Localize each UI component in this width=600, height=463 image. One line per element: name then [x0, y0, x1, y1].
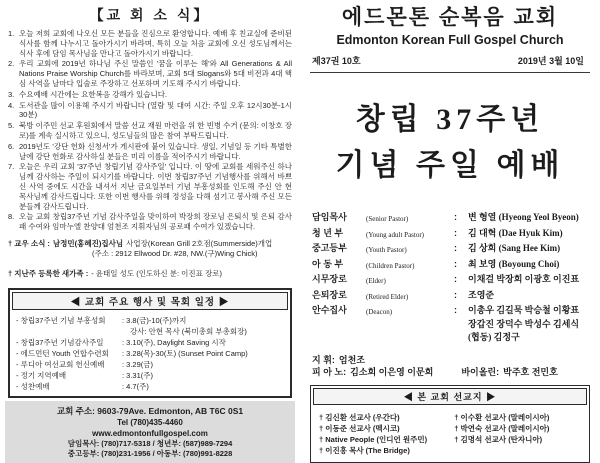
schedule-speaker: 강사: 안현 목사 (북미총회 부총회장)	[130, 326, 247, 336]
staff-role-en: (Youth Pastor)	[366, 246, 407, 254]
announcement-text: 우리 교회에 2019년 하나님 주신 말씀인 '꿈을 이루는 해'와 All Generations & All Nations Praise Worship Church를 바라보며, 교회 5대 Slogans와 5대 비전과 4대 핵심 사역을 날마다 입술로 주장하고 선포하며 기도해 주시기 바랍니다.	[19, 59, 292, 88]
member-news-address: (주소 : 2912 Ellwood Dr. #28, NW.(구)Wing Chick)	[92, 248, 258, 258]
staff-colon: :	[454, 274, 457, 284]
missionary-item: † Native People (인디언 원주민)	[319, 434, 428, 444]
announcement-number: 4.	[8, 100, 15, 110]
new-family-text: - 윤태일 성도 (인도하신 분: 이진표 장로)	[91, 268, 222, 278]
schedule-row	[16, 381, 285, 392]
staff-role: 중고등부	[312, 243, 347, 253]
schedule-date: : 3.8(금)-10(주)까지	[122, 315, 187, 325]
missionary-box	[310, 385, 590, 463]
staff-names	[468, 304, 588, 345]
staff-row	[312, 211, 588, 227]
staff-row	[312, 258, 588, 274]
announcement-number: 3.	[8, 89, 15, 99]
schedule-row	[16, 337, 285, 348]
announcement-number: 2.	[8, 59, 15, 69]
staff-name: 조영준	[468, 289, 495, 300]
staff-role: 은퇴장로	[312, 289, 347, 300]
staff-name: (협동) 김정구	[468, 332, 520, 342]
issue-date-row	[312, 54, 584, 67]
schedule-date: : 3.29(금)	[122, 359, 154, 369]
staff-colon: :	[454, 212, 457, 222]
violin-label: 바이올린:	[461, 366, 500, 377]
announcement-item	[8, 212, 292, 232]
missionary-item: † 이동준 선교사 (멕시코)	[319, 423, 400, 433]
announcement-text: 도서관을 많이 이용해 주시기 바랍니다 (열람 및 대여 시간: 주일 오후 12시30분-1시30분)	[19, 100, 292, 120]
staff-role-en: (Retired Elder)	[366, 292, 409, 301]
schedule-date: : 3.10(주), Daylight Saving 시작	[122, 337, 226, 347]
issue-number: 제37권 10호	[312, 56, 361, 66]
announcement-text: 오늘은 우리 교회 '37주년 창립기념 감사주일' 입니다. 이 땅에 교회를 세워주신 하나님께 감사하는 주일이 되시기를 바랍니다. 이번 창립37주년 기념행사를 위해서 바쁘신 사역 중에도 시간을 내셔서 지난 금요일부터 기념 부흥성회를 인도해 주신 안 현 목사님께 감사드립니다. 또한 이번 행사를 위해 정성을 다해 섬기고 봉사해 주신 모든 분들께 감사드립니다.	[19, 162, 292, 211]
new-family-label: † 지난주 등록한 새가족 :	[8, 268, 89, 278]
music-gap	[433, 366, 461, 378]
staff-role: 아 동 부	[312, 258, 344, 269]
announcement-text: 오늘 저희 교회에 나오신 모든 분들을 진심으로 환영합니다. 예배 후 친교실에 준비된 식사를 함께 나누시고 돌아가시기 바라며, 특히 오늘 처음 교회에 오신 성도님께서는 식사 후에 담임 목사님을 만나고 돌아가시기 바랍니다.	[19, 29, 292, 58]
department-phones-line1: 담임목사: (780)717-5318 / 청년부: (587)989-7294	[67, 438, 233, 448]
staff-row	[312, 227, 588, 243]
member-news-text: 사업장(Korean Grill 2호점(Summerside)개업	[126, 238, 273, 248]
staff-row	[312, 289, 588, 305]
announcement-number: 5.	[8, 121, 15, 131]
church-news-title: 【교 회 소 식】	[89, 7, 211, 23]
right-page	[300, 0, 600, 463]
schedule-event: - 정기 지역예배	[16, 370, 67, 380]
schedule-date: : 3.28(목)-30(토) (Sunset Point Camp)	[122, 348, 248, 358]
announcement-item	[8, 101, 292, 121]
conductor-row	[312, 354, 588, 366]
announcement-item	[8, 29, 292, 58]
schedule-row	[16, 348, 285, 359]
staff-name: 변 형열 (Hyeong Yeol Byeon)	[468, 212, 579, 222]
staff-name: 이총우 김길묵 박승철 이황표	[468, 305, 580, 315]
header-divider	[310, 72, 590, 73]
staff-name: 이채걸 박장희 이광호 이진표	[468, 274, 580, 284]
schedule-row	[16, 370, 285, 381]
schedule-event: - 창립37주년 기념 부흥성회	[16, 315, 106, 325]
staff-colon: :	[454, 258, 457, 269]
missionary-item: † 이수환 선교사 (말레이시아)	[454, 412, 550, 422]
conductor-label: 지 휘:	[312, 354, 335, 365]
staff-colon: :	[454, 243, 457, 253]
service-title-line1: 창립 37주년	[355, 103, 545, 136]
church-website: www.edmontonfullgospel.com	[92, 428, 208, 438]
staff-row	[312, 273, 588, 289]
church-phone: Tel (780)435-4460	[117, 417, 183, 427]
schedule-date: : 3.31(주)	[122, 370, 154, 380]
piano-violin-row	[312, 366, 588, 378]
announcement-list	[8, 29, 292, 232]
missionary-item: † 김명석 선교사 (탄자니아)	[454, 434, 543, 444]
department-phones-line2: 중고등부: (780)231-1956 / 아동부: (780)991-8228	[67, 449, 233, 459]
staff-role: 시무장로	[312, 274, 347, 284]
staff-role-en: (Elder)	[366, 277, 386, 285]
staff-role-en: (Young adult Pastor)	[366, 230, 425, 239]
church-name-korean: 에드몬톤 순복음 교회	[341, 6, 559, 29]
schedule-row	[16, 359, 285, 370]
announcement-item	[8, 59, 292, 88]
announcement-item	[8, 162, 292, 211]
announcement-number: 8.	[8, 212, 15, 222]
announcement-number: 7.	[8, 162, 15, 172]
schedule-event: - 성찬예배	[16, 381, 50, 391]
contact-footer	[5, 401, 295, 463]
staff-role-en: (Children Pastor)	[366, 261, 415, 270]
missionary-item: † 이진흥 목사 (The Bridge)	[319, 445, 410, 455]
new-family	[8, 268, 292, 279]
announcement-item	[8, 90, 292, 100]
staff-colon: :	[454, 305, 457, 315]
announcement-item	[8, 121, 292, 141]
member-news	[8, 239, 292, 259]
church-name-english: Edmonton Korean Full Gospel Church	[336, 33, 564, 47]
staff-name: 최 보영 (Boyoung Choi)	[468, 258, 560, 269]
missionary-list	[311, 407, 589, 462]
staff-role: 담임목사	[312, 212, 347, 222]
staff-colon: :	[454, 289, 457, 300]
music-staff	[310, 354, 590, 378]
staff-row	[312, 242, 588, 258]
piano-names: 김소희 이은영 이문희	[350, 366, 434, 377]
schedule-body	[10, 312, 290, 396]
announcement-number: 1.	[8, 29, 15, 38]
schedule-event: - 창립37주년 기념감사주일	[16, 337, 104, 347]
service-title-line2: 기념 주일 예배	[335, 149, 565, 182]
staff-name: 김 대혁 (Dae Hyuk Kim)	[468, 227, 563, 238]
staff-name: 김 상희 (Sang Hee Kim)	[468, 243, 561, 253]
member-news-label: † 교우 소식 :	[8, 238, 50, 248]
announcement-item	[8, 142, 292, 162]
announcement-number: 6.	[8, 141, 15, 151]
member-news-line	[8, 239, 292, 249]
piano-label: 피 아 노:	[312, 366, 347, 377]
staff-colon: :	[454, 227, 457, 238]
schedule-row	[16, 315, 285, 326]
missionary-title: ◀ 본 교회 선교지 ▶	[313, 388, 587, 405]
bulletin-date: 2019년 3월 10일	[517, 56, 584, 66]
missionary-item: † 박연숙 선교사 (말레이시아)	[454, 423, 550, 433]
schedule-event: - 루디아 여선교회 헌신예배	[16, 359, 105, 369]
staff-role: 청 년 부	[312, 227, 344, 238]
staff-name: 장갑진 장덕수 박성수 김세식	[468, 318, 580, 329]
schedule-date: : 4.7(주)	[122, 381, 149, 391]
staff-role-en: (Senior Pastor)	[366, 215, 409, 223]
violin-names: 박주호 전민호	[503, 366, 558, 377]
staff-row	[312, 304, 588, 345]
member-news-name: 남정민(홍혜진)집사님	[52, 238, 124, 248]
schedule-table	[8, 288, 292, 398]
announcement-text: 오늘 교회 창립37주년 기념 감사주일을 맞이하여 박장희 장로님 은퇴식 및 은퇴 감사패 수여와 임마누엘 찬양대 엄천조 지휘자님의 공로패 수여가 있겠습니다.	[19, 212, 292, 232]
staff-role: 안수집사	[312, 305, 347, 315]
schedule-event: - 에드먼턴 Youth 연합수련회	[16, 348, 109, 358]
staff-role-en: (Deacon)	[366, 308, 393, 316]
service-title	[310, 97, 590, 189]
missionary-item	[454, 445, 585, 456]
announcement-text: 2019년도 '강단 헌화 신청서'가 게시판에 붙어 있습니다. 생일, 기념일 등 기타 특별한 날에 강단 헌화로 감사하실 분들은 미리 이름을 적어주시기 바랍니다.	[19, 141, 292, 161]
schedule-title: ◀ 교회 주요 행사 및 목회 일정 ▶	[12, 292, 288, 310]
announcement-text: 북방 이주민 선교 후원회에서 말씀 선교 재원 마련을 위 한 빈병 수거 (문의: 이창호 장로)를 계속 실시하고 있으니, 성도님들의 많은 참여 부탁드립니다.	[19, 121, 292, 140]
staff-list	[310, 211, 590, 345]
conductor-name: 엄천조	[338, 354, 365, 365]
announcement-text: 수요예배 시간에는 요한복음 강해가 있습니다.	[19, 89, 168, 99]
church-address: 교회 주소: 9603-79Ave. Edmonton, AB T6C 0S1	[56, 405, 244, 416]
missionary-item: † 김신환 선교사 (우간다)	[319, 412, 400, 422]
